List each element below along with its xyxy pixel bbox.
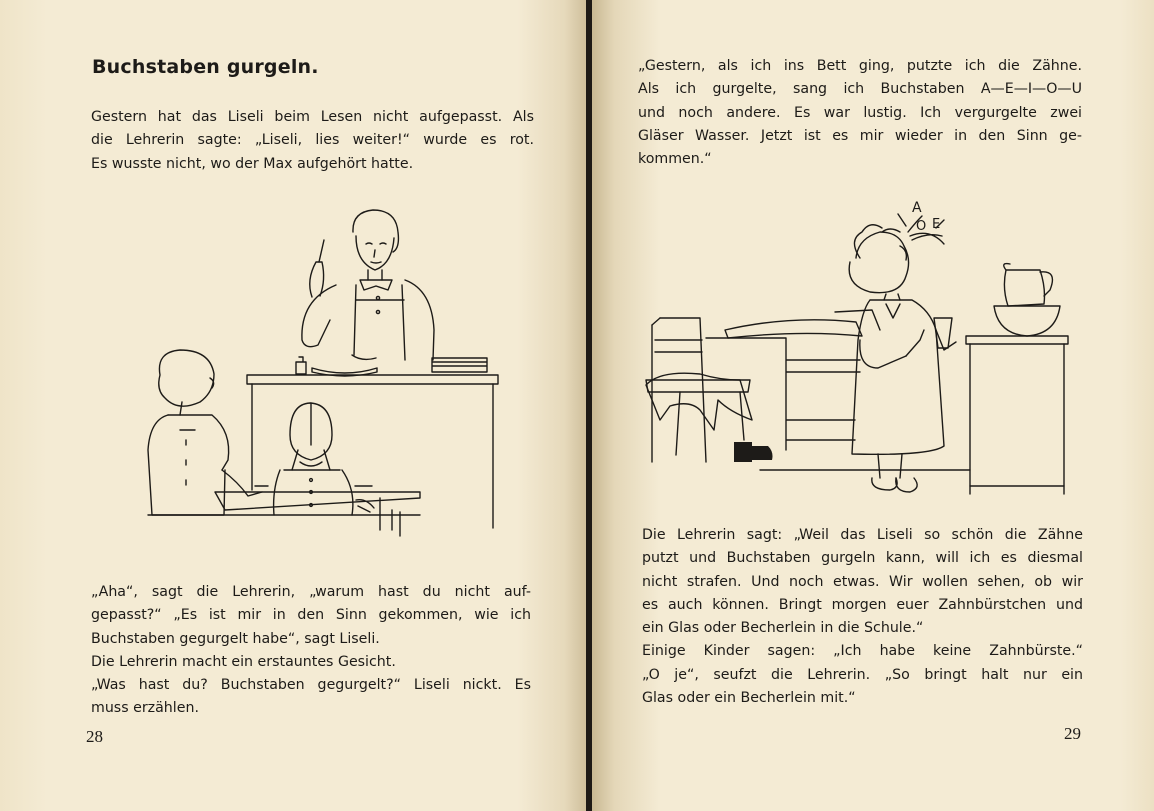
text-line: Die Lehrerin macht ein erstauntes Gesicht. xyxy=(91,653,396,670)
chapter-title: Buchstaben gurgeln. xyxy=(92,56,319,78)
right-paragraph-2 xyxy=(642,524,1083,710)
text-line: muss erzählen. xyxy=(91,700,199,717)
text-line: die Lehrerin sagte: „Liseli, lies weiter!“ wurde es rot. xyxy=(91,132,534,149)
text-line: „Aha“, sagt die Lehrerin, „warum hast du nicht auf- xyxy=(91,584,531,600)
gurgle-letter-a: A xyxy=(912,200,922,216)
gurgle-letter-e: E xyxy=(932,217,941,232)
text-line: Es wusste nicht, wo der Max aufgehört hatte. xyxy=(91,155,414,172)
text-line: kommen.“ xyxy=(638,151,712,168)
right-page xyxy=(592,0,1154,811)
gurgle-letter-o: O xyxy=(916,219,927,234)
text-line: Als ich gurgelte, sang ich Buchstaben A—E—I—O—U xyxy=(638,81,1082,98)
text-line: und noch andere. Es war lustig. Ich vergurgelte zwei xyxy=(638,104,1082,121)
text-line: „Was hast du? Buchstaben gegurgelt?“ Liseli nickt. Es xyxy=(91,677,531,694)
text-line: Glas oder ein Becherlein mit.“ xyxy=(642,690,856,707)
text-line: „O je“, seufzt die Lehrerin. „So bringt halt nur ein xyxy=(642,666,1083,683)
text-line: ein Glas oder Becherlein in die Schule.“ xyxy=(642,620,924,637)
text-line: Die Lehrerin sagt: „Weil das Liseli so schön die Zähne xyxy=(642,527,1083,543)
page-number-right: 29 xyxy=(1064,724,1081,743)
text-line: „Gestern, als ich ins Bett ging, putzte ich die Zähne. xyxy=(638,58,1082,74)
text-line: gepasst?“ „Es ist mir in den Sinn gekommen, wie ich xyxy=(91,607,531,624)
text-line: Buchstaben gegurgelt habe“, sagt Liseli. xyxy=(91,630,380,647)
text-line: nicht strafen. Und noch etwas. Wir wollen sehen, ob wir xyxy=(642,573,1083,590)
text-line: Einige Kinder sagen: „Ich habe keine Zahnbürste.“ xyxy=(642,643,1083,660)
page-number-left: 28 xyxy=(86,727,103,746)
text-line: putzt und Buchstaben gurgeln kann, will ich es diesmal xyxy=(642,550,1083,567)
left-paragraph-2 xyxy=(91,581,531,721)
text-line: Gläser Wasser. Jetzt ist es mir wieder in den Sinn ge- xyxy=(638,127,1082,144)
text-line: es auch können. Bringt morgen euer Zahnbürstchen und xyxy=(642,596,1083,613)
text-line: Gestern hat das Liseli beim Lesen nicht aufgepasst. Als xyxy=(91,109,534,125)
